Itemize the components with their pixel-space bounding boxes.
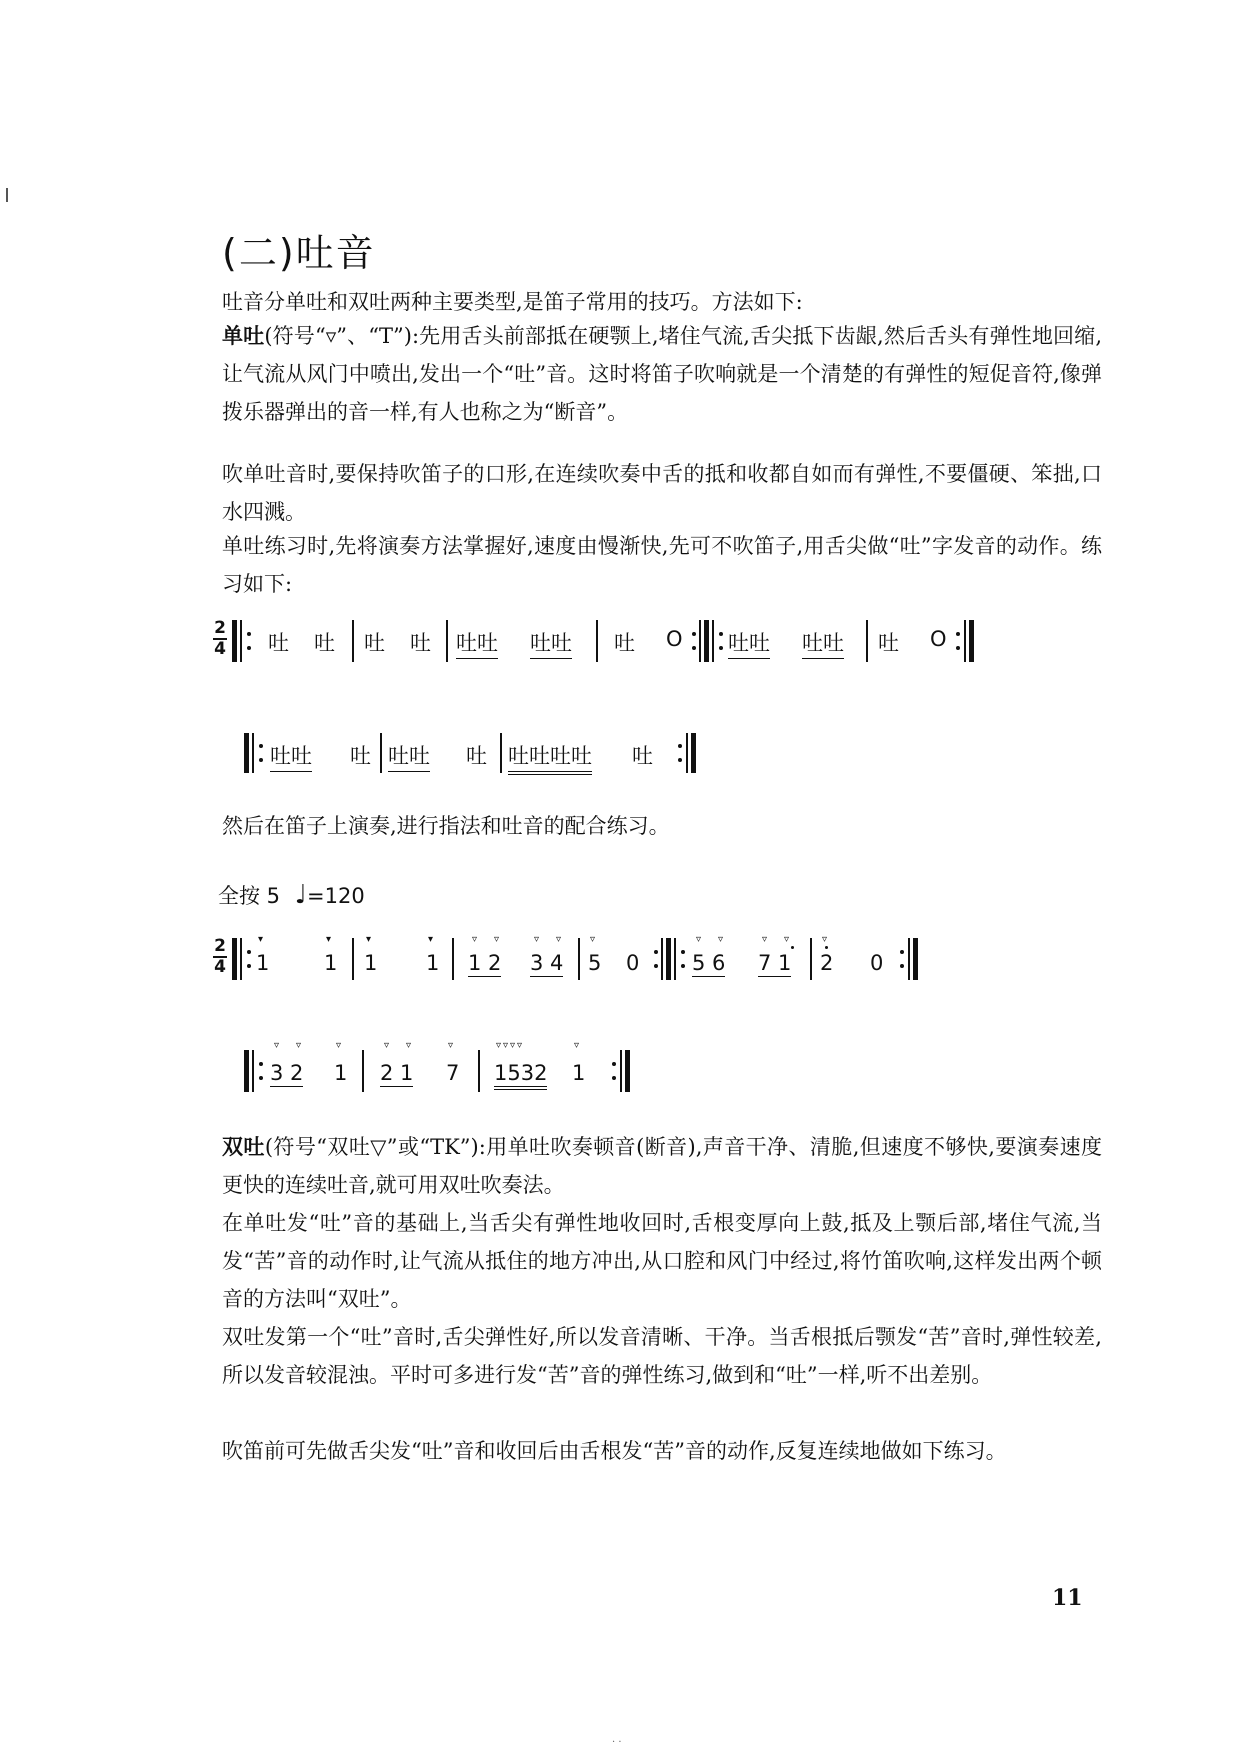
repeat-end <box>691 733 696 773</box>
tongue-mark-icon: ▿ <box>556 934 562 945</box>
barline <box>240 938 242 980</box>
syllable: 吐 <box>878 631 899 655</box>
rest: O <box>930 627 947 651</box>
high-octave-dot <box>791 946 794 949</box>
tempo-marking <box>218 880 365 910</box>
jianpu-note: 1 <box>364 951 378 975</box>
tongue-mark-icon: ▿ <box>274 1040 280 1051</box>
repeat-dot <box>247 632 251 636</box>
barline <box>446 620 448 662</box>
barline <box>352 938 354 980</box>
scan-mark <box>6 188 8 202</box>
paragraph-double-tongue <box>222 1128 1102 1204</box>
syllable: 吐 <box>410 631 431 655</box>
repeat-dot <box>259 1076 263 1080</box>
staccato-mark-icon: ▾ <box>258 934 264 945</box>
barline <box>699 620 701 662</box>
paragraph-intro: 吐音分单吐和双吐两种主要类型,是笛子常用的技巧。方法如下: <box>222 290 803 314</box>
repeat-dot <box>900 950 904 954</box>
barline <box>252 1050 254 1092</box>
syllable-pair: 吐吐 <box>728 627 770 659</box>
repeat-double <box>704 620 709 662</box>
syllable-pair: 吐吐 <box>388 740 430 772</box>
barline <box>964 620 966 662</box>
repeat-start <box>232 620 237 662</box>
repeat-dot <box>681 950 685 954</box>
page-number: 11 <box>1052 1585 1083 1611</box>
repeat-dot <box>654 950 658 954</box>
paragraph-instrument-practice: 然后在笛子上演奏,进行指法和吐音的配合练习。 <box>222 814 670 838</box>
high-octave-dot <box>825 946 828 949</box>
tongue-mark-icon: ▿ <box>448 1040 454 1051</box>
barline <box>908 938 910 980</box>
time-signature <box>213 620 227 658</box>
tongue-mark-icon: ▿ <box>784 934 790 945</box>
tongue-mark-icon: ▿ <box>762 934 768 945</box>
jianpu-note-pair: 1 2 <box>468 951 502 975</box>
syllable-pair: 吐吐 <box>270 740 312 772</box>
barline <box>674 938 676 980</box>
tongue-mark-icon: ▿ <box>696 934 702 945</box>
jianpu-note-pair: 3 4 <box>530 951 564 975</box>
repeat-dot <box>681 964 685 968</box>
scan-artifact: · · <box>612 1737 622 1748</box>
repeat-dot <box>719 646 723 650</box>
repeat-dot <box>956 632 960 636</box>
barline <box>500 733 502 773</box>
syllable: 吐 <box>268 631 289 655</box>
jianpu-note: 5 <box>588 951 602 975</box>
tongue-mark-icon: ▿▿▿▿ <box>496 1040 525 1051</box>
repeat-dot <box>692 632 696 636</box>
syllable: 吐 <box>632 744 653 768</box>
tempo-bpm: =120 <box>307 884 365 908</box>
jianpu-note: 1 <box>426 951 440 975</box>
tongue-mark-icon: ▿ <box>574 1040 580 1051</box>
tongue-mark-icon: ▿ <box>406 1040 412 1051</box>
paragraph-single-tongue-text: (符号“▿”、“T”):先用舌头前部抵在硬颚上,堵住气流,舌尖抵下齿龈,然后舌头有弹性地回缩,让气流从风门中喷出,发出一个“吐”音。这时将笛子吹响就是一个清楚的有弹性的短促音符,像弹拨乐器弹出的音一样,有人也称之为“断音”。 <box>222 324 1103 424</box>
repeat-double <box>666 938 671 980</box>
barline <box>620 1050 622 1092</box>
term-double-tongue: 双吐 <box>222 1135 265 1159</box>
tongue-mark-icon: ▿ <box>472 934 478 945</box>
repeat-end <box>625 1050 630 1092</box>
quarter-note-icon: ♩ <box>294 880 307 910</box>
time-bottom: 4 <box>214 957 226 977</box>
staccato-mark-icon: ▾ <box>326 934 332 945</box>
jianpu-note-pair: 2 1 <box>380 1061 414 1085</box>
syllable: 吐 <box>364 631 385 655</box>
repeat-dot <box>900 964 904 968</box>
repeat-dot <box>692 646 696 650</box>
staccato-mark-icon: ▾ <box>428 934 434 945</box>
rest: O <box>666 627 683 651</box>
repeat-dot <box>956 646 960 650</box>
barline <box>578 938 580 980</box>
tongue-mark-icon: ▿ <box>384 1040 390 1051</box>
jianpu-note: 1 <box>256 951 270 975</box>
jianpu-note-pair: 5 6 <box>692 951 726 975</box>
jianpu-note: 1 <box>334 1061 348 1085</box>
barline <box>810 938 812 980</box>
jianpu-note: 1 <box>572 1061 586 1085</box>
jianpu-note-pair: 7 1 <box>758 951 792 975</box>
tongue-mark-icon: ▿ <box>534 934 540 945</box>
paragraph-double-tongue-clarity: 双吐发第一个“吐”音时,舌尖弹性好,所以发音清晰、干净。当舌根抵后颚发“苦”音时,弹性较差,所以发音较混浊。平时可多进行发“苦”音的弹性练习,做到和“吐”一样,听不出差别。 <box>222 1325 1102 1387</box>
repeat-end <box>969 620 974 662</box>
fingering-label: 全按 5 <box>218 884 281 908</box>
repeat-dot <box>719 632 723 636</box>
term-single-tongue: 单吐 <box>222 324 265 348</box>
barline <box>596 620 598 662</box>
barline <box>240 620 242 662</box>
syllable: 吐 <box>350 744 371 768</box>
barline <box>362 1050 364 1092</box>
rest: 0 <box>870 951 884 975</box>
repeat-end <box>913 938 918 980</box>
barline <box>661 938 663 980</box>
barline <box>452 938 454 980</box>
tongue-mark-icon: ▿ <box>296 1040 302 1051</box>
repeat-start <box>244 733 249 773</box>
time-bottom: 4 <box>214 639 226 659</box>
jianpu-note: 2 <box>820 951 834 975</box>
tongue-mark-icon: ▿ <box>494 934 500 945</box>
barline <box>252 733 254 773</box>
tongue-mark-icon: ▿ <box>718 934 724 945</box>
jianpu-note: 1 <box>324 951 338 975</box>
tongue-mark-icon: ▿ <box>822 934 828 945</box>
tongue-mark-icon: ▿ <box>590 934 596 945</box>
barline <box>686 733 688 773</box>
rest: 0 <box>626 951 640 975</box>
repeat-dot <box>678 744 682 748</box>
time-top: 2 <box>214 618 226 638</box>
syllable-pair: 吐吐 <box>530 627 572 659</box>
jianpu-note-quad: 1532 <box>494 1061 547 1090</box>
repeat-start <box>244 1050 249 1092</box>
repeat-start <box>232 938 237 980</box>
barline <box>478 1050 480 1092</box>
jianpu-note: 7 <box>446 1061 460 1085</box>
syllable-pair: 吐吐 <box>456 627 498 659</box>
repeat-dot <box>247 646 251 650</box>
repeat-dot <box>612 1076 616 1080</box>
repeat-dot <box>247 950 251 954</box>
paragraph-double-tongue-practice: 吹笛前可先做舌尖发“吐”音和收回后由舌根发“苦”音的动作,反复连续地做如下练习。 <box>222 1439 1007 1463</box>
barline <box>352 620 354 662</box>
repeat-dot <box>247 964 251 968</box>
repeat-dot <box>678 758 682 762</box>
repeat-dot <box>259 758 263 762</box>
syllable: 吐 <box>466 744 487 768</box>
paragraph-single-tongue-practice: 单吐练习时,先将演奏方法掌握好,速度由慢渐快,先可不吹笛子,用舌尖做“吐”字发音的动作。练习如下: <box>222 534 1102 596</box>
syllable-pair: 吐吐 <box>802 627 844 659</box>
syllable-quad: 吐吐吐吐 <box>508 740 592 775</box>
barline <box>380 733 382 773</box>
time-top: 2 <box>214 936 226 956</box>
paragraph-single-tongue-technique: 吹单吐音时,要保持吹笛子的口形,在连续吹奏中舌的抵和收都自如而有弹性,不要僵硬、笨拙,口水四溅。 <box>222 462 1102 524</box>
repeat-dot <box>612 1062 616 1066</box>
repeat-dot <box>259 744 263 748</box>
repeat-dot <box>259 1062 263 1066</box>
syllable: 吐 <box>314 631 335 655</box>
barline <box>866 620 868 662</box>
time-signature <box>213 938 227 976</box>
barline <box>712 620 714 662</box>
paragraph-double-tongue-basis: 在单吐发“吐”音的基础上,当舌尖有弹性地收回时,舌根变厚向上鼓,抵及上颚后部,堵住气流,当发“苦”音的动作时,让气流从抵住的地方冲出,从口腔和风门中经过,将竹笛吹响,这样发出两个顿音的方法叫“双吐”。 <box>222 1211 1102 1311</box>
tongue-mark-icon: ▿ <box>336 1040 342 1051</box>
paragraph-double-tongue-text: (符号“双吐▽”或“TK”):用单吐吹奏顿音(断音),声音干净、清脆,但速度不够快,要演奏速度更快的连续吐音,就可用双吐吹奏法。 <box>222 1135 1102 1197</box>
paragraph-single-tongue <box>222 317 1102 431</box>
staccato-mark-icon: ▾ <box>366 934 372 945</box>
repeat-dot <box>654 964 658 968</box>
jianpu-note-pair: 3 2 <box>270 1061 304 1085</box>
syllable: 吐 <box>614 631 635 655</box>
section-heading: (二)吐音 <box>222 231 376 275</box>
